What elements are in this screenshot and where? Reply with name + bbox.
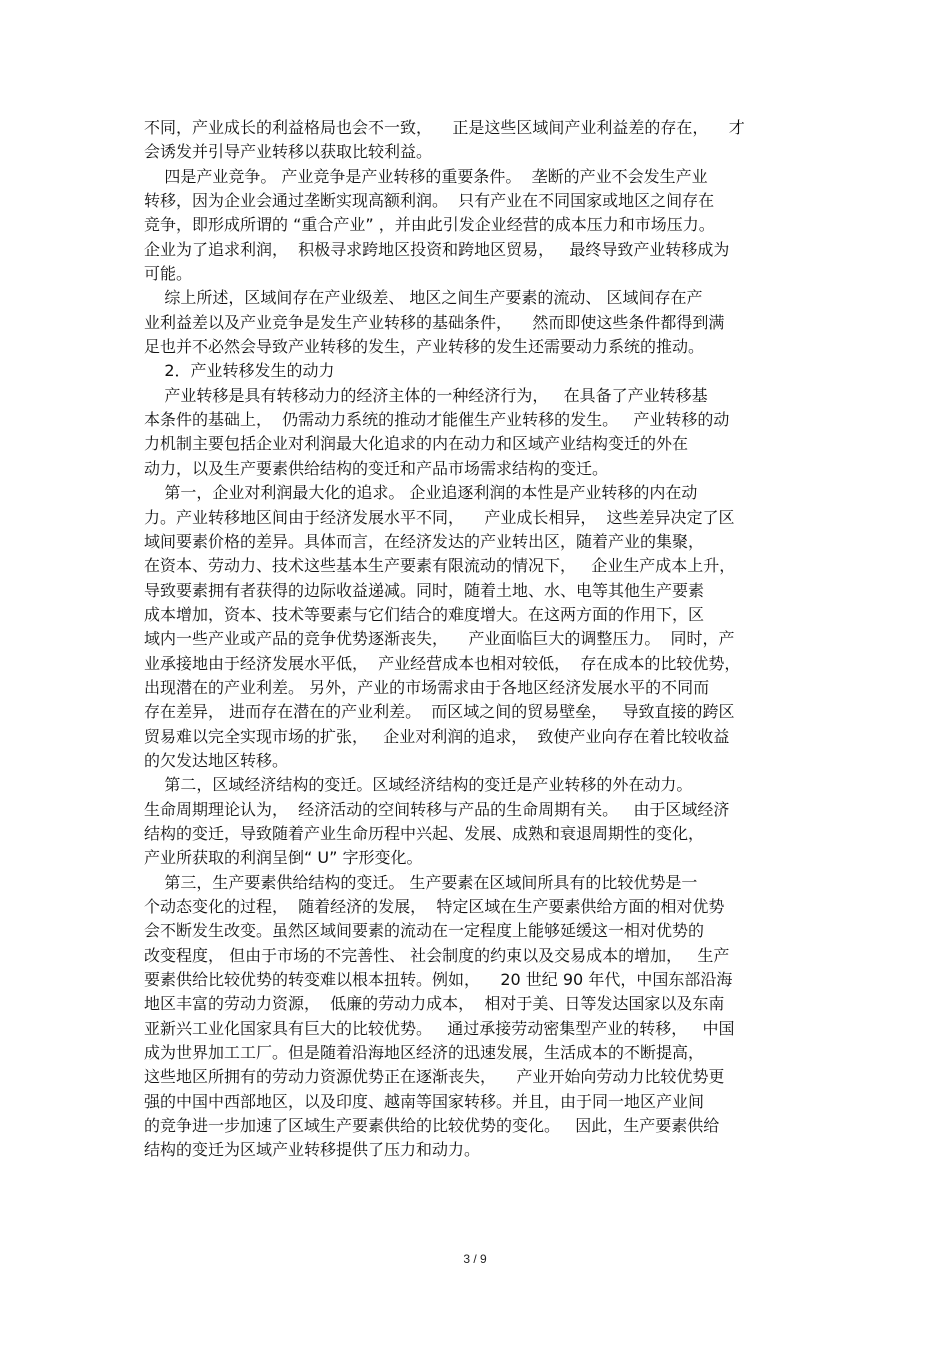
text-line: 成本增加，资本、技术等要素与它们结合的难度增大。在这两方面的作用下，区 (144, 604, 705, 624)
text-line: 强的中国中西部地区，以及印度、越南等国家转移。并且，由于同一地区产业间 (144, 1091, 705, 1111)
text-line: 存在差异， 进而存在潜在的产业利差。 而区域之间的贸易壁垒， 导致直接的跨区 (144, 702, 735, 722)
text-line: 结构的变迁为区域产业转移提供了压力和动力。 (144, 1140, 481, 1160)
text-line: 会不断发生改变。虽然区域间要素的流动在一定程度上能够延缓这一相对优势的 (144, 921, 705, 941)
text-line: 四是产业竞争。 产业竞争是产业转移的重要条件。 垄断的产业不会发生产业 (144, 166, 708, 186)
page-number: 3 / 9 (463, 1252, 487, 1266)
text-line: 地区丰富的劳动力资源， 低廉的劳动力成本， 相对于美、日等发达国家以及东南 (144, 994, 725, 1014)
text-line: 业承接地由于经济发展水平低， 产业经营成本也相对较低， 存在成本的比较优势， (144, 653, 741, 673)
text-line: 第一，企业对利润最大化的追求。 企业追逐利润的本性是产业转移的内在动 (144, 483, 698, 503)
text-line: 产业转移是具有转移动力的经济主体的一种经济行为， 在具备了产业转移基 (144, 385, 708, 405)
text-line: 这些地区所拥有的劳动力资源优势正在逐渐丧失， 产业开始向劳动力比较优势更 (144, 1067, 725, 1087)
text-line: 力。产业转移地区间由于经济发展水平不同， 产业成长相异， 这些差异决定了区 (144, 507, 735, 527)
text-line: 在资本、劳动力、技术这些基本生产要素有限流动的情况下， 企业生产成本上升， (144, 556, 736, 576)
text-line: 生命周期理论认为， 经济活动的空间转移与产品的生命周期有关。 由于区域经济 (144, 799, 730, 819)
text-line: 结构的变迁，导致随着产业生命历程中兴起、发展、成熟和衰退周期性的变化， (144, 823, 705, 843)
text-line: 的竞争进一步加速了区域生产要素供给的比较优势的变化。 因此，生产要素供给 (144, 1116, 720, 1136)
text-line: 亚新兴工业化国家具有巨大的比较优势。 通过承接劳动密集型产业的转移， 中国 (144, 1018, 735, 1038)
text-line: 域内一些产业或产品的竞争优势逐渐丧失， 产业面临巨大的调整压力。 同时，产 (144, 629, 735, 649)
text-line: 会诱发并引导产业转移以获取比较利益。 (144, 142, 433, 162)
text-line: 转移，因为企业会通过垄断实现高额利润。 只有产业在不同国家或地区之间存在 (144, 191, 715, 211)
text-line: 不同，产业成长的利益格局也会不一致， 正是这些区域间产业利益差的存在， 才 (144, 118, 745, 137)
text-line: 的欠发达地区转移。 (144, 750, 289, 770)
text-line: 业利益差以及产业竞争是发生产业转移的基础条件， 然而即使这些条件都得到满 (144, 312, 725, 332)
text-line: 改变程度， 但由于市场的不完善性、 社会制度的约束以及交易成本的增加， 生产 (144, 945, 730, 965)
text-line: 要素供给比较优势的转变难以根本扭转。例如， 20 世纪 90 年代，中国东部沿海 (144, 970, 733, 990)
text-line: 成为世界加工工厂。但是随着沿海地区经济的迅速发展，生活成本的不断提高， (144, 1043, 705, 1063)
text-line: 导致要素拥有者获得的边际收益递减。同时，随着土地、水、电等其他生产要素 (144, 580, 705, 600)
text-line: 足也并不必然会导致产业转移的发生，产业转移的发生还需要动力系统的推动。 (144, 337, 705, 357)
text-line: 产业所获取的利润呈倒“ U” 字形变化。 (144, 848, 423, 868)
text-line: 综上所述，区域间存在产业级差、 地区之间生产要素的流动、 区域间存在产 (144, 288, 703, 308)
text-line: 可能。 (144, 264, 193, 284)
text-line: 本条件的基础上， 仍需动力系统的推动才能催生产业转移的发生。 产业转移的动 (144, 410, 730, 430)
body-text (144, 116, 812, 1163)
text-line: 出现潜在的产业利差。 另外，产业的市场需求由于各地区经济发展水平的不同而 (144, 677, 710, 697)
text-line: 2．产业转移发生的动力 (144, 361, 335, 381)
text-line: 企业为了追求利润， 积极寻求跨地区投资和跨地区贸易， 最终导致产业转移成为 (144, 239, 730, 259)
text-line: 个动态变化的过程， 随着经济的发展， 特定区域在生产要素供给方面的相对优势 (144, 897, 725, 916)
text-line: 贸易难以完全实现市场的扩张， 企业对利润的追求， 致使产业向存在着比较收益 (144, 726, 730, 746)
text-line: 力机制主要包括企业对利润最大化追求的内在动力和区域产业结构变迁的外在 (144, 434, 689, 454)
text-line: 域间要素价格的差异。具体而言，在经济发达的产业转出区，随着产业的集聚， (144, 531, 705, 551)
text-line: 第二，区域经济结构的变迁。区域经济结构的变迁是产业转移的外在动力。 (144, 775, 693, 795)
text-line: 第三，生产要素供给结构的变迁。 生产要素在区域间所具有的比较优势是一 (144, 872, 698, 892)
text-line: 动力，以及生产要素供给结构的变迁和产品市场需求结构的变迁。 (144, 458, 609, 478)
text-line: 竞争，即形成所谓的 “重合产业” ，并由此引发企业经营的成本压力和市场压力。 (144, 215, 715, 235)
